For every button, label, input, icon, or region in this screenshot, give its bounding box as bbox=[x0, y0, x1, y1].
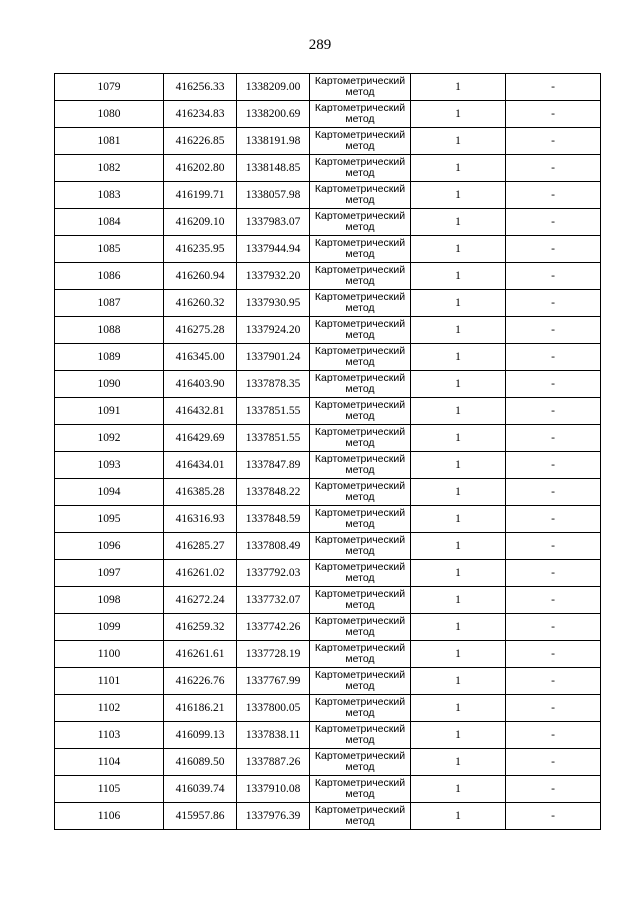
note-cell: - bbox=[506, 560, 601, 587]
x-coordinate-cell: 415957.86 bbox=[164, 803, 237, 830]
accuracy-cell: 1 bbox=[411, 587, 506, 614]
method-label-line2: метод bbox=[345, 356, 375, 368]
table-row bbox=[55, 614, 601, 641]
accuracy-cell: 1 bbox=[411, 749, 506, 776]
method-label-line2: метод bbox=[345, 167, 375, 179]
method-label-line2: метод bbox=[345, 626, 375, 638]
method-cell bbox=[310, 533, 411, 560]
table-row bbox=[55, 74, 601, 101]
method-label-line1: Картометрический bbox=[314, 534, 406, 546]
method-label-line1: Картометрический bbox=[314, 156, 406, 168]
x-coordinate-cell: 416261.61 bbox=[164, 641, 237, 668]
point-number-cell: 1091 bbox=[55, 398, 164, 425]
note-cell: - bbox=[506, 128, 601, 155]
table-row bbox=[55, 776, 601, 803]
note-cell: - bbox=[506, 776, 601, 803]
y-coordinate-cell: 1337851.55 bbox=[237, 425, 310, 452]
y-coordinate-cell: 1337944.94 bbox=[237, 236, 310, 263]
method-label-line1: Картометрический bbox=[314, 480, 406, 492]
y-coordinate-cell: 1337792.03 bbox=[237, 560, 310, 587]
x-coordinate-cell: 416202.80 bbox=[164, 155, 237, 182]
note-cell: - bbox=[506, 74, 601, 101]
method-cell bbox=[310, 479, 411, 506]
method-cell bbox=[310, 74, 411, 101]
method-label-line2: метод bbox=[345, 194, 375, 206]
method-cell bbox=[310, 182, 411, 209]
x-coordinate-cell: 416434.01 bbox=[164, 452, 237, 479]
method-cell bbox=[310, 128, 411, 155]
method-label-line2: метод bbox=[345, 734, 375, 746]
table-row bbox=[55, 182, 601, 209]
table-row bbox=[55, 236, 601, 263]
table-row bbox=[55, 371, 601, 398]
y-coordinate-cell: 1337930.95 bbox=[237, 290, 310, 317]
coordinates-table bbox=[54, 73, 601, 830]
y-coordinate-cell: 1338209.00 bbox=[237, 74, 310, 101]
x-coordinate-cell: 416432.81 bbox=[164, 398, 237, 425]
method-cell bbox=[310, 803, 411, 830]
y-coordinate-cell: 1337848.22 bbox=[237, 479, 310, 506]
method-cell bbox=[310, 776, 411, 803]
page-number: 289 bbox=[308, 37, 332, 53]
point-number-cell: 1092 bbox=[55, 425, 164, 452]
y-coordinate-cell: 1338200.69 bbox=[237, 101, 310, 128]
table-row bbox=[55, 479, 601, 506]
accuracy-cell: 1 bbox=[411, 263, 506, 290]
accuracy-cell: 1 bbox=[411, 128, 506, 155]
y-coordinate-cell: 1337924.20 bbox=[237, 317, 310, 344]
table-row bbox=[55, 533, 601, 560]
x-coordinate-cell: 416235.95 bbox=[164, 236, 237, 263]
method-label-line2: метод bbox=[345, 221, 375, 233]
accuracy-cell: 1 bbox=[411, 290, 506, 317]
point-number-cell: 1089 bbox=[55, 344, 164, 371]
accuracy-cell: 1 bbox=[411, 452, 506, 479]
point-number-cell: 1083 bbox=[55, 182, 164, 209]
method-cell bbox=[310, 641, 411, 668]
table-row bbox=[55, 290, 601, 317]
method-cell bbox=[310, 695, 411, 722]
note-cell: - bbox=[506, 533, 601, 560]
point-number-cell: 1106 bbox=[55, 803, 164, 830]
note-cell: - bbox=[506, 641, 601, 668]
method-label-line1: Картометрический bbox=[314, 561, 406, 573]
x-coordinate-cell: 416186.21 bbox=[164, 695, 237, 722]
note-cell: - bbox=[506, 155, 601, 182]
table-row bbox=[55, 695, 601, 722]
method-cell bbox=[310, 587, 411, 614]
table-row bbox=[55, 128, 601, 155]
table-row bbox=[55, 668, 601, 695]
accuracy-cell: 1 bbox=[411, 425, 506, 452]
x-coordinate-cell: 416429.69 bbox=[164, 425, 237, 452]
method-label-line2: метод bbox=[345, 140, 375, 152]
y-coordinate-cell: 1337732.07 bbox=[237, 587, 310, 614]
point-number-cell: 1086 bbox=[55, 263, 164, 290]
y-coordinate-cell: 1337742.26 bbox=[237, 614, 310, 641]
x-coordinate-cell: 416285.27 bbox=[164, 533, 237, 560]
point-number-cell: 1087 bbox=[55, 290, 164, 317]
point-number-cell: 1095 bbox=[55, 506, 164, 533]
table-row bbox=[55, 560, 601, 587]
method-label-line1: Картометрический bbox=[314, 696, 406, 708]
method-cell bbox=[310, 155, 411, 182]
y-coordinate-cell: 1337808.49 bbox=[237, 533, 310, 560]
table-row bbox=[55, 506, 601, 533]
y-coordinate-cell: 1337728.19 bbox=[237, 641, 310, 668]
method-label-line1: Картометрический bbox=[314, 777, 406, 789]
accuracy-cell: 1 bbox=[411, 344, 506, 371]
y-coordinate-cell: 1337767.99 bbox=[237, 668, 310, 695]
accuracy-cell: 1 bbox=[411, 722, 506, 749]
method-label-line2: метод bbox=[345, 113, 375, 125]
method-label-line1: Картометрический bbox=[314, 210, 406, 222]
method-cell bbox=[310, 425, 411, 452]
method-label-line2: метод bbox=[345, 383, 375, 395]
point-number-cell: 1098 bbox=[55, 587, 164, 614]
method-label-line2: метод bbox=[345, 653, 375, 665]
x-coordinate-cell: 416275.28 bbox=[164, 317, 237, 344]
accuracy-cell: 1 bbox=[411, 155, 506, 182]
accuracy-cell: 1 bbox=[411, 371, 506, 398]
method-label-line2: метод bbox=[345, 707, 375, 719]
point-number-cell: 1094 bbox=[55, 479, 164, 506]
method-cell bbox=[310, 668, 411, 695]
accuracy-cell: 1 bbox=[411, 74, 506, 101]
x-coordinate-cell: 416089.50 bbox=[164, 749, 237, 776]
method-label-line1: Картометрический bbox=[314, 318, 406, 330]
method-label-line2: метод bbox=[345, 464, 375, 476]
method-label-line1: Картометрический bbox=[314, 750, 406, 762]
point-number-cell: 1079 bbox=[55, 74, 164, 101]
accuracy-cell: 1 bbox=[411, 101, 506, 128]
accuracy-cell: 1 bbox=[411, 614, 506, 641]
y-coordinate-cell: 1337901.24 bbox=[237, 344, 310, 371]
accuracy-cell: 1 bbox=[411, 533, 506, 560]
method-label-line1: Картометрический bbox=[314, 102, 406, 114]
note-cell: - bbox=[506, 614, 601, 641]
point-number-cell: 1080 bbox=[55, 101, 164, 128]
y-coordinate-cell: 1338191.98 bbox=[237, 128, 310, 155]
accuracy-cell: 1 bbox=[411, 182, 506, 209]
table-row bbox=[55, 749, 601, 776]
note-cell: - bbox=[506, 506, 601, 533]
method-cell bbox=[310, 722, 411, 749]
note-cell: - bbox=[506, 101, 601, 128]
x-coordinate-cell: 416209.10 bbox=[164, 209, 237, 236]
point-number-cell: 1102 bbox=[55, 695, 164, 722]
method-label-line2: метод bbox=[345, 302, 375, 314]
x-coordinate-cell: 416099.13 bbox=[164, 722, 237, 749]
method-label-line1: Картометрический bbox=[314, 291, 406, 303]
method-label-line1: Картометрический bbox=[314, 615, 406, 627]
y-coordinate-cell: 1337932.20 bbox=[237, 263, 310, 290]
method-label-line2: метод bbox=[345, 599, 375, 611]
method-cell bbox=[310, 560, 411, 587]
table-row bbox=[55, 155, 601, 182]
note-cell: - bbox=[506, 236, 601, 263]
y-coordinate-cell: 1338057.98 bbox=[237, 182, 310, 209]
x-coordinate-cell: 416256.33 bbox=[164, 74, 237, 101]
method-cell bbox=[310, 398, 411, 425]
accuracy-cell: 1 bbox=[411, 236, 506, 263]
accuracy-cell: 1 bbox=[411, 803, 506, 830]
method-cell bbox=[310, 317, 411, 344]
y-coordinate-cell: 1337838.11 bbox=[237, 722, 310, 749]
note-cell: - bbox=[506, 479, 601, 506]
x-coordinate-cell: 416345.00 bbox=[164, 344, 237, 371]
note-cell: - bbox=[506, 317, 601, 344]
table-row bbox=[55, 101, 601, 128]
method-label-line1: Картометрический bbox=[314, 129, 406, 141]
note-cell: - bbox=[506, 803, 601, 830]
accuracy-cell: 1 bbox=[411, 506, 506, 533]
point-number-cell: 1082 bbox=[55, 155, 164, 182]
method-cell bbox=[310, 209, 411, 236]
note-cell: - bbox=[506, 290, 601, 317]
note-cell: - bbox=[506, 344, 601, 371]
y-coordinate-cell: 1337851.55 bbox=[237, 398, 310, 425]
table-row bbox=[55, 263, 601, 290]
x-coordinate-cell: 416385.28 bbox=[164, 479, 237, 506]
x-coordinate-cell: 416199.71 bbox=[164, 182, 237, 209]
method-label-line1: Картометрический bbox=[314, 264, 406, 276]
note-cell: - bbox=[506, 209, 601, 236]
point-number-cell: 1088 bbox=[55, 317, 164, 344]
y-coordinate-cell: 1337847.89 bbox=[237, 452, 310, 479]
method-label-line1: Картометрический bbox=[314, 399, 406, 411]
x-coordinate-cell: 416226.76 bbox=[164, 668, 237, 695]
point-number-cell: 1105 bbox=[55, 776, 164, 803]
point-number-cell: 1104 bbox=[55, 749, 164, 776]
method-label-line1: Картометрический bbox=[314, 588, 406, 600]
y-coordinate-cell: 1337800.05 bbox=[237, 695, 310, 722]
method-label-line1: Картометрический bbox=[314, 237, 406, 249]
point-number-cell: 1081 bbox=[55, 128, 164, 155]
method-cell bbox=[310, 344, 411, 371]
method-label-line2: метод bbox=[345, 545, 375, 557]
table-row bbox=[55, 452, 601, 479]
method-label-line2: метод bbox=[345, 86, 375, 98]
method-label-line2: метод bbox=[345, 761, 375, 773]
method-label-line1: Картометрический bbox=[314, 804, 406, 816]
x-coordinate-cell: 416261.02 bbox=[164, 560, 237, 587]
x-coordinate-cell: 416226.85 bbox=[164, 128, 237, 155]
accuracy-cell: 1 bbox=[411, 776, 506, 803]
point-number-cell: 1085 bbox=[55, 236, 164, 263]
note-cell: - bbox=[506, 749, 601, 776]
method-label-line1: Картометрический bbox=[314, 426, 406, 438]
x-coordinate-cell: 416272.24 bbox=[164, 587, 237, 614]
y-coordinate-cell: 1338148.85 bbox=[237, 155, 310, 182]
accuracy-cell: 1 bbox=[411, 209, 506, 236]
x-coordinate-cell: 416234.83 bbox=[164, 101, 237, 128]
y-coordinate-cell: 1337887.26 bbox=[237, 749, 310, 776]
accuracy-cell: 1 bbox=[411, 560, 506, 587]
method-cell bbox=[310, 506, 411, 533]
method-cell bbox=[310, 614, 411, 641]
point-number-cell: 1093 bbox=[55, 452, 164, 479]
method-label-line1: Картометрический bbox=[314, 345, 406, 357]
method-cell bbox=[310, 749, 411, 776]
y-coordinate-cell: 1337983.07 bbox=[237, 209, 310, 236]
table-row bbox=[55, 398, 601, 425]
x-coordinate-cell: 416316.93 bbox=[164, 506, 237, 533]
method-label-line1: Картометрический bbox=[314, 372, 406, 384]
method-label-line2: метод bbox=[345, 275, 375, 287]
table-row bbox=[55, 587, 601, 614]
method-label-line1: Картометрический bbox=[314, 669, 406, 681]
accuracy-cell: 1 bbox=[411, 668, 506, 695]
accuracy-cell: 1 bbox=[411, 695, 506, 722]
accuracy-cell: 1 bbox=[411, 641, 506, 668]
note-cell: - bbox=[506, 722, 601, 749]
coordinates-table-body bbox=[55, 74, 601, 830]
method-cell bbox=[310, 290, 411, 317]
method-label-line2: метод bbox=[345, 788, 375, 800]
table-row bbox=[55, 425, 601, 452]
method-cell bbox=[310, 452, 411, 479]
x-coordinate-cell: 416259.32 bbox=[164, 614, 237, 641]
method-cell bbox=[310, 371, 411, 398]
note-cell: - bbox=[506, 425, 601, 452]
accuracy-cell: 1 bbox=[411, 479, 506, 506]
y-coordinate-cell: 1337848.59 bbox=[237, 506, 310, 533]
y-coordinate-cell: 1337878.35 bbox=[237, 371, 310, 398]
note-cell: - bbox=[506, 371, 601, 398]
note-cell: - bbox=[506, 182, 601, 209]
method-label-line2: метод bbox=[345, 410, 375, 422]
note-cell: - bbox=[506, 587, 601, 614]
x-coordinate-cell: 416260.94 bbox=[164, 263, 237, 290]
note-cell: - bbox=[506, 452, 601, 479]
method-label-line1: Картометрический bbox=[314, 453, 406, 465]
x-coordinate-cell: 416039.74 bbox=[164, 776, 237, 803]
method-label-line2: метод bbox=[345, 248, 375, 260]
method-label-line2: метод bbox=[345, 329, 375, 341]
point-number-cell: 1101 bbox=[55, 668, 164, 695]
point-number-cell: 1097 bbox=[55, 560, 164, 587]
method-label-line1: Картометрический bbox=[314, 507, 406, 519]
table-row bbox=[55, 317, 601, 344]
point-number-cell: 1084 bbox=[55, 209, 164, 236]
method-cell bbox=[310, 236, 411, 263]
method-label-line1: Картометрический bbox=[314, 642, 406, 654]
point-number-cell: 1099 bbox=[55, 614, 164, 641]
table-row bbox=[55, 803, 601, 830]
x-coordinate-cell: 416260.32 bbox=[164, 290, 237, 317]
method-cell bbox=[310, 101, 411, 128]
accuracy-cell: 1 bbox=[411, 317, 506, 344]
table-row bbox=[55, 722, 601, 749]
point-number-cell: 1090 bbox=[55, 371, 164, 398]
method-label-line2: метод bbox=[345, 437, 375, 449]
x-coordinate-cell: 416403.90 bbox=[164, 371, 237, 398]
method-label-line2: метод bbox=[345, 815, 375, 827]
point-number-cell: 1100 bbox=[55, 641, 164, 668]
accuracy-cell: 1 bbox=[411, 398, 506, 425]
table-row bbox=[55, 209, 601, 236]
table-row bbox=[55, 344, 601, 371]
y-coordinate-cell: 1337910.08 bbox=[237, 776, 310, 803]
method-label-line2: метод bbox=[345, 572, 375, 584]
method-label-line2: метод bbox=[345, 491, 375, 503]
method-label-line2: метод bbox=[345, 680, 375, 692]
method-label-line1: Картометрический bbox=[314, 183, 406, 195]
point-number-cell: 1103 bbox=[55, 722, 164, 749]
method-cell bbox=[310, 263, 411, 290]
note-cell: - bbox=[506, 398, 601, 425]
note-cell: - bbox=[506, 263, 601, 290]
method-label-line1: Картометрический bbox=[314, 723, 406, 735]
note-cell: - bbox=[506, 695, 601, 722]
y-coordinate-cell: 1337976.39 bbox=[237, 803, 310, 830]
table-row bbox=[55, 641, 601, 668]
method-label-line1: Картометрический bbox=[314, 75, 406, 87]
point-number-cell: 1096 bbox=[55, 533, 164, 560]
method-label-line2: метод bbox=[345, 518, 375, 530]
note-cell: - bbox=[506, 668, 601, 695]
